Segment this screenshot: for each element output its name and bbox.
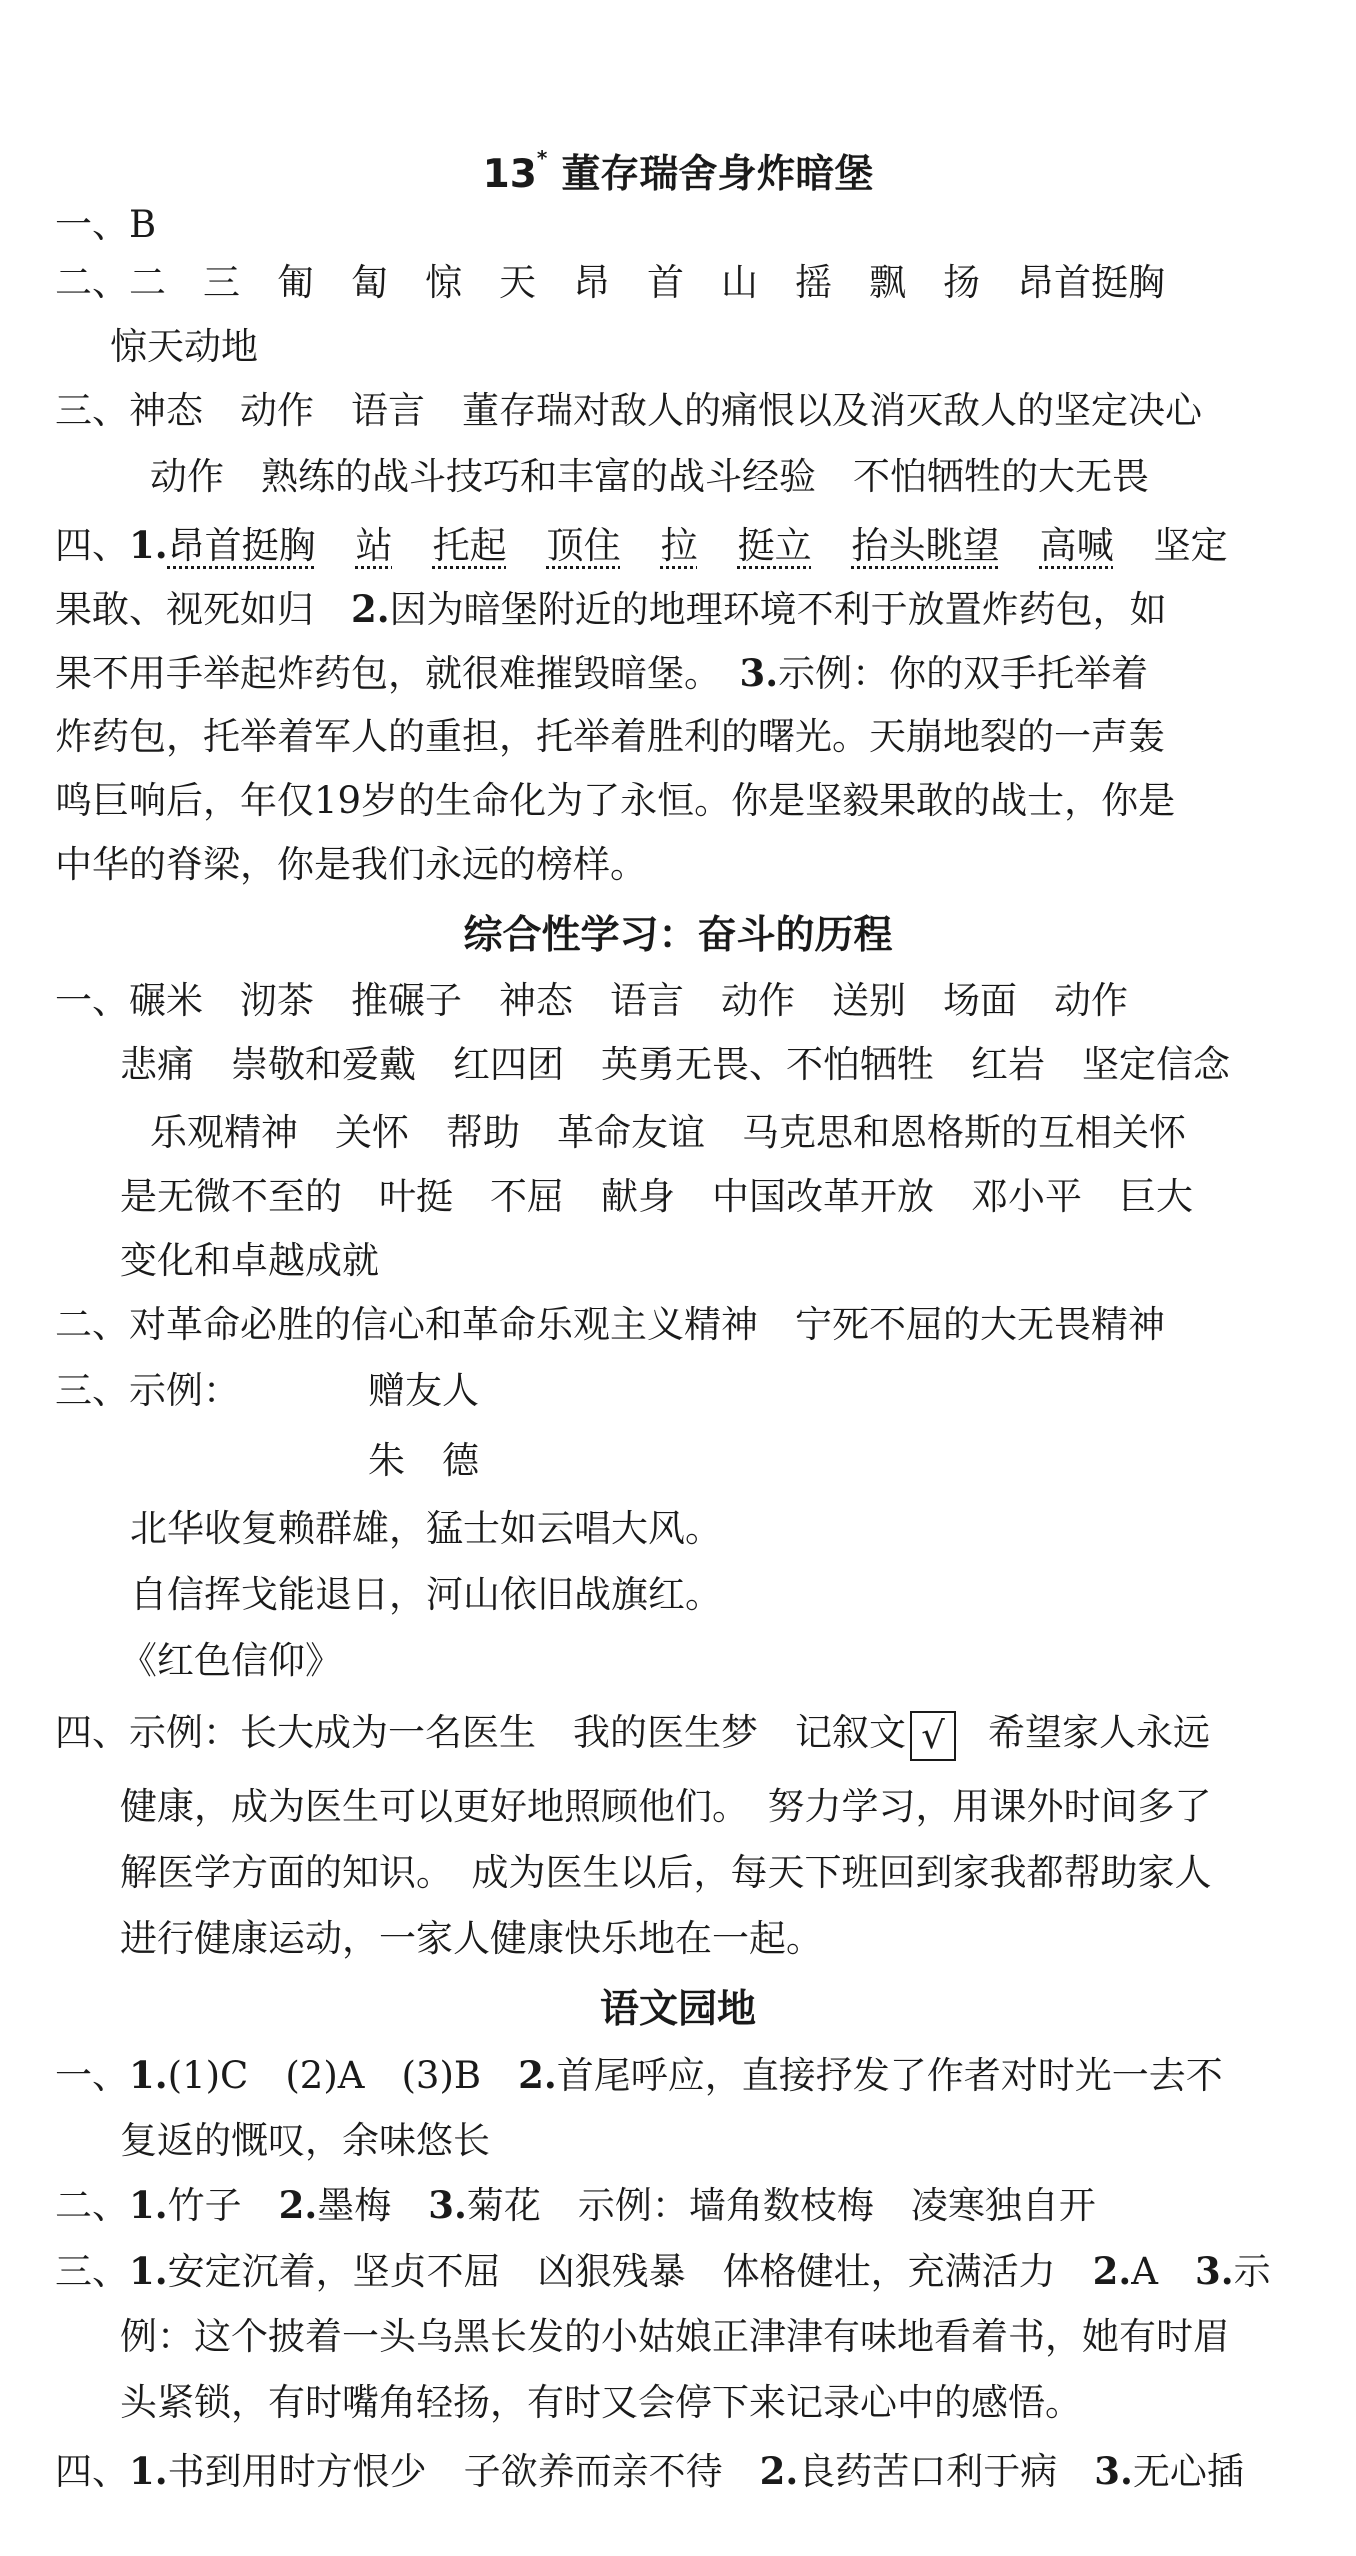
answer-line <box>55 2050 1223 2100</box>
question-number: 2. <box>278 2183 318 2227</box>
answer-text: 四、示例：长大成为一名医生 我的医生梦 记叙文 <box>55 1711 906 1754</box>
dotted-word: 托起 <box>432 524 507 567</box>
answer-line: 头紧锁，有时嘴角轻扬，有时又会停下来记录心中的感悟。 <box>120 2381 1082 2424</box>
answer-line: 二、对革命必胜的信心和革命乐观主义精神 宁死不屈的大无畏精神 <box>55 1303 1165 1346</box>
answer-line: 是无微不至的 叶挺 不屈 献身 中国改革开放 邓小平 巨大 <box>120 1175 1193 1218</box>
answer-text: 无心插 <box>1132 2450 1244 2493</box>
answer-line <box>55 520 1228 570</box>
question-number: 1. <box>129 2183 168 2227</box>
section-prefix: 一、 <box>55 2054 129 2097</box>
answer-text: 首尾呼应，直接抒发了作者对时光一去不 <box>556 2054 1223 2097</box>
question-number: 3. <box>428 2183 467 2227</box>
answer-text: 书到用时方恨少 子欲养而亲不待 <box>167 2450 760 2493</box>
dotted-word: 顶住 <box>546 524 621 567</box>
question-number: 3. <box>1195 2249 1234 2293</box>
question-number: 2. <box>351 587 390 631</box>
question-number: 1. <box>129 2449 168 2493</box>
answer-line <box>55 2180 1096 2230</box>
answer-line: 中华的脊梁，你是我们永远的榜样。 <box>55 843 647 886</box>
section-prefix: 四、 <box>55 2450 129 2493</box>
dotted-word: 站 <box>355 524 393 567</box>
dotted-word: 抬头眺望 <box>851 524 1000 567</box>
answer-text: 因为暗堡附近的地理环境不利于放置炸药包，如 <box>389 588 1167 631</box>
answer-text: (1)C (2)A (3)B <box>167 2054 519 2097</box>
question-number: 1. <box>129 523 168 567</box>
poem-line: 北华收复赖群雄，猛士如云唱大风。 <box>130 1507 722 1550</box>
answer-text: 果敢、视死如归 <box>55 588 351 631</box>
answer-line: 一、B <box>55 203 157 246</box>
poem-title: 赠友人 <box>368 1369 479 1412</box>
question-number: 1. <box>129 2053 168 2097</box>
question-number: 2. <box>1092 2249 1132 2293</box>
lesson-13-title <box>0 130 1356 203</box>
answer-line: 乐观精神 关怀 帮助 革命友谊 马克思和恩格斯的互相关怀 <box>150 1111 1186 1154</box>
answer-text: 良药苦口利于病 <box>798 2450 1095 2493</box>
lesson-number: 13 <box>482 152 537 197</box>
answer-line: 惊天动地 <box>110 325 258 368</box>
word: 坚定 <box>1153 524 1228 567</box>
answer-text: 墨梅 <box>317 2184 429 2227</box>
answer-line: 三、神态 动作 语言 董存瑞对敌人的痛恨以及消灭敌人的坚定决心 <box>55 389 1202 432</box>
answer-line: 二、二 三 匍 匐 惊 天 昂 首 山 摇 飘 扬 昂首挺胸 <box>55 261 1165 304</box>
section-prefix: 四、 <box>55 524 129 567</box>
poem-author: 朱 德 <box>368 1439 479 1482</box>
garden-title: 语文园地 <box>599 1987 756 2032</box>
answer-line: 变化和卓越成就 <box>120 1239 379 1282</box>
answer-line <box>55 2446 1244 2496</box>
answer-line: 健康，成为医生可以更好地照顾他们。 努力学习，用课外时间多了 <box>120 1785 1212 1828</box>
section-prefix: 三、 <box>55 2250 129 2293</box>
answer-line: 解医学方面的知识。 成为医生以后，每天下班回到家我都帮助家人 <box>120 1851 1212 1894</box>
question-number: 1. <box>129 2249 168 2293</box>
answer-line: 炸药包，托举着军人的重担，托举着胜利的曙光。天崩地裂的一声轰 <box>55 715 1165 758</box>
answer-line: 动作 熟练的战斗技巧和丰富的战斗经验 不怕牺牲的大无畏 <box>150 455 1149 498</box>
answer-line: 例：这个披着一头乌黑长发的小姑娘正津津有味地看着书，她有时眉 <box>120 2315 1230 2358</box>
question-number: 2. <box>518 2053 557 2097</box>
dotted-word: 拉 <box>660 524 698 567</box>
check-mark-icon: √ <box>921 1713 945 1757</box>
section-prefix: 二、 <box>55 2184 129 2227</box>
answer-line <box>55 648 1148 698</box>
answer-line: 复返的慨叹，余味悠长 <box>120 2119 490 2162</box>
answer-text: A <box>1131 2250 1196 2293</box>
poem-source: 《红色信仰》 <box>120 1639 342 1682</box>
lesson-title-text: 董存瑞舍身炸暗堡 <box>561 152 874 197</box>
answer-line: 悲痛 崇敬和爱戴 红四团 英勇无畏、不怕牺牲 红岩 坚定信念 <box>120 1043 1230 1086</box>
answer-line <box>55 2246 1271 2296</box>
dotted-word: 昂首挺胸 <box>167 524 316 567</box>
question-number: 3. <box>1094 2449 1133 2493</box>
answer-line: 进行健康运动，一家人健康快乐地在一起。 <box>120 1917 823 1960</box>
answer-text: 竹子 <box>167 2184 279 2227</box>
answer-text: 果不用手举起炸药包，就很难摧毁暗堡。 <box>55 652 740 695</box>
answer-text: 菊花 示例：墙角数枝梅 凌寒独自开 <box>466 2184 1096 2227</box>
dotted-word: 高喊 <box>1039 524 1114 567</box>
dotted-word: 挺立 <box>737 524 812 567</box>
answer-line <box>55 584 1167 634</box>
answer-line: 三、示例： <box>55 1369 240 1412</box>
study-title: 综合性学习：奋斗的历程 <box>463 913 893 958</box>
answer-text: 示例：你的双手托举着 <box>778 652 1149 695</box>
check-box <box>910 1711 956 1761</box>
answer-text: 示 <box>1233 2250 1271 2293</box>
answer-text: 希望家人永远 <box>988 1711 1210 1754</box>
question-number: 2. <box>759 2449 799 2493</box>
answer-text: 安定沉着，坚贞不屈 凶狠残暴 体格健壮，充满活力 <box>167 2250 1093 2293</box>
answer-line <box>55 1708 1210 1758</box>
answer-line: 一、碾米 沏茶 推碾子 神态 语言 动作 送别 场面 动作 <box>55 979 1128 1022</box>
answer-line: 鸣巨响后，年仅19岁的生命化为了永恒。你是坚毅果敢的战士，你是 <box>55 779 1176 822</box>
poem-line: 自信挥戈能退日，河山依旧战旗红。 <box>130 1573 722 1616</box>
question-number: 3. <box>739 651 779 695</box>
star-mark: * <box>536 146 548 170</box>
